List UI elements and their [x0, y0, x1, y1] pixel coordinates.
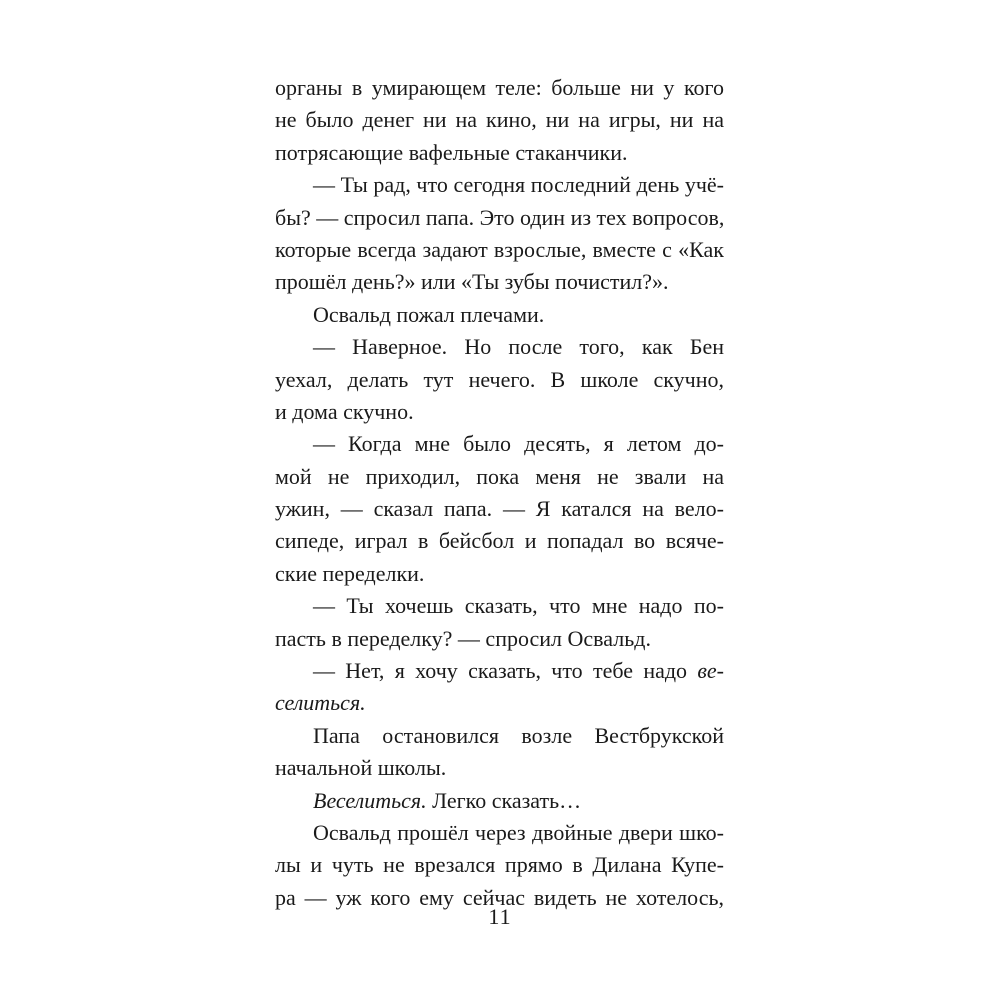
line-text: мой не приходил, пока меня не звали на — [275, 463, 724, 489]
line-text: бы? — спросил папа. Это один из тех вопросов, — [275, 204, 725, 230]
text-line — [275, 655, 724, 687]
line-text: — Наверное. Но после того, как Бен — [313, 334, 724, 360]
text-line — [275, 104, 724, 136]
text-line — [275, 299, 724, 331]
text-line — [275, 169, 724, 201]
text-line — [275, 266, 724, 298]
text-line — [275, 234, 724, 266]
text-line — [275, 331, 724, 363]
line-text: Освальд пожал плечами. — [313, 301, 545, 327]
text-line — [275, 720, 724, 752]
text-line — [275, 590, 724, 622]
text-line — [275, 396, 724, 428]
line-text: органы в умирающем теле: больше ни у кого — [275, 75, 724, 100]
page-number: 11 — [488, 904, 512, 929]
line-text: — Нет, я хочу сказать, что тебе надо — [313, 658, 688, 684]
text-line — [275, 849, 724, 881]
text-line — [275, 72, 724, 104]
italic-text: Веселиться. — [313, 787, 427, 813]
line-text: пасть в переделку? — спросил Освальд. — [275, 625, 651, 651]
text-line — [275, 202, 724, 234]
line-text: — Когда мне было десять, я летом до- — [313, 431, 724, 457]
text-line — [275, 687, 724, 719]
line-text: ра — уж кого ему сейчас видеть не хотелось, — [275, 884, 724, 910]
text-line — [275, 493, 724, 525]
line-text: — Ты рад, что сегодня последний день учё- — [313, 172, 724, 198]
line-text: лы и чуть не врезался прямо в Дилана Купе- — [275, 852, 724, 878]
line-text: и дома скучно. — [275, 398, 414, 424]
line-text: Освальд прошёл через двойные двери шко- — [313, 819, 724, 845]
line-text: Легко сказать… — [426, 787, 582, 813]
line-text: прошёл день?» или «Ты зубы почистил?». — [275, 269, 669, 295]
line-text: — Ты хочешь сказать, что мне надо по- — [313, 593, 724, 619]
text-line — [275, 752, 724, 784]
text-line — [275, 817, 724, 849]
text-line — [275, 428, 724, 460]
text-line — [275, 137, 724, 169]
line-text: не было денег ни на кино, ни на игры, ни на — [275, 107, 724, 133]
body-text — [275, 72, 724, 914]
italic-text: селиться. — [275, 690, 366, 716]
text-line — [275, 785, 724, 817]
line-text: начальной школы. — [275, 755, 447, 781]
line-text: ужин, — сказал папа. — Я катался на вело- — [275, 496, 724, 522]
text-line — [275, 558, 724, 590]
text-line — [275, 525, 724, 557]
line-text: которые всегда задают взрослые, вместе с «Как — [275, 236, 724, 262]
text-line — [275, 623, 724, 655]
line-text: уехал, делать тут нечего. В школе скучно, — [275, 366, 724, 392]
line-text: потрясающие вафельные стаканчики. — [275, 139, 628, 165]
line-text: сипеде, играл в бейсбол и попадал во всяче- — [275, 528, 724, 554]
italic-text: ве- — [697, 658, 724, 684]
text-line — [275, 364, 724, 396]
line-text: Папа остановился возле Вестбрукской — [313, 722, 724, 748]
text-line — [275, 461, 724, 493]
line-text: ские переделки. — [275, 560, 425, 586]
